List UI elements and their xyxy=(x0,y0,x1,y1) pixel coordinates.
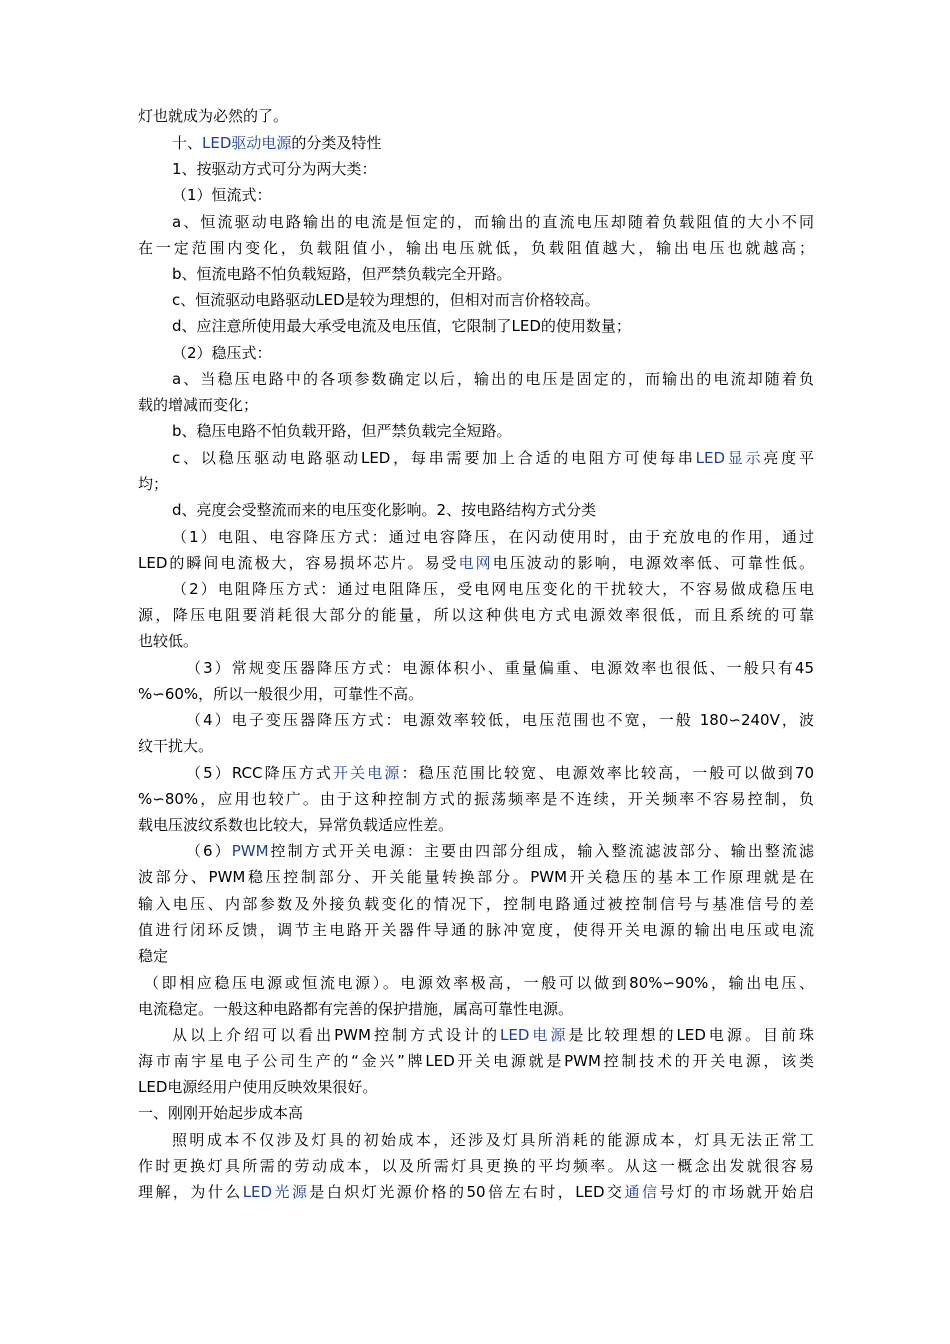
text-segment: （3）常规变压器降压方式：电源体积小、重量偏重、电源效率也很低、一般只有45 xyxy=(186,659,814,677)
text-segment: （即相应稳压电源或恒流电源）。电源效率极高，一般可以做到80%∽90%，输出电压、 xyxy=(144,974,814,992)
text-segment: 电压波动的影响，电源效率低、可靠性低。 xyxy=(492,554,814,572)
text-segment: 源，降压电阻要消耗很大部分的能量，所以这种供电方式电源效率很低，而且系统的可靠 xyxy=(138,606,814,624)
text-line xyxy=(138,1179,814,1205)
text-segment: 是比较理想的LED电源。目前珠 xyxy=(568,1026,814,1044)
text-line xyxy=(138,1048,814,1074)
text-line xyxy=(172,156,814,182)
text-line xyxy=(138,891,814,917)
text-segment: （6） xyxy=(186,842,232,860)
hyperlink-text[interactable]: PWM xyxy=(231,842,269,860)
hyperlink-text[interactable]: LED光源 xyxy=(242,1183,310,1201)
text-segment: 载的增减而变化； xyxy=(138,396,259,414)
text-segment: （2）稳压式： xyxy=(172,344,272,362)
text-segment: 灯也就成为必然的了。 xyxy=(138,107,289,125)
text-segment: 一、刚刚开始起步成本高 xyxy=(138,1104,304,1122)
text-segment: %∽60%，所以一般很少用，可靠性不高。 xyxy=(138,685,424,703)
text-line xyxy=(138,812,814,838)
text-line xyxy=(138,786,814,812)
text-segment: 波部分、PWM稳压控制部分、开关能量转换部分。PWM开关稳压的基本工作原理就是在 xyxy=(138,868,814,886)
text-line xyxy=(138,681,814,707)
text-line xyxy=(172,182,814,208)
hyperlink-text[interactable]: 通信 xyxy=(624,1183,660,1201)
text-segment: c、以稳压驱动电路驱动LED，每串需要加上合适的电阻方可使每串 xyxy=(172,449,696,467)
text-line xyxy=(138,917,814,943)
text-segment: （5）RCC降压方式 xyxy=(186,764,334,782)
text-segment: 也较低。 xyxy=(138,632,199,650)
text-line xyxy=(138,471,814,497)
text-line xyxy=(172,313,814,339)
text-line xyxy=(172,130,814,156)
text-segment: （1）电阻、电容降压方式：通过电容降压，在闪动使用时，由于充放电的作用，通过 xyxy=(172,528,814,546)
text-line xyxy=(172,524,814,550)
text-segment: 稳定 xyxy=(138,947,169,965)
text-segment: 1、按驱动方式可分为两大类： xyxy=(172,160,377,178)
text-line xyxy=(138,602,814,628)
text-segment: 是白炽灯光源价格的50倍左右时，LED交 xyxy=(309,1183,625,1201)
hyperlink-text[interactable]: LED显示 xyxy=(695,449,764,467)
text-segment: d、应注意所使用最大承受电流及电压值，它限制了LED的使用数量； xyxy=(172,317,631,335)
text-segment: 在一定范围内变化，负载阻值小，输出电压就低，负载阻值越大，输出电压也就越高； xyxy=(138,239,814,257)
text-line xyxy=(172,261,814,287)
text-line xyxy=(172,287,814,313)
text-line xyxy=(144,970,814,996)
text-line xyxy=(172,497,814,523)
text-line xyxy=(186,655,814,681)
text-line xyxy=(172,366,814,392)
text-segment: 亮度平 xyxy=(763,449,814,467)
text-line xyxy=(138,103,814,129)
text-segment: 作时更换灯具所需的劳动成本，以及所需灯具更换的平均频率。从这一概念出发就很容易 xyxy=(138,1157,814,1175)
hyperlink-text[interactable]: 开关电源 xyxy=(333,764,402,782)
text-line xyxy=(186,707,814,733)
text-line xyxy=(138,996,814,1022)
text-segment: c、恒流驱动电路驱动LED是较为理想的，但相对而言价格较高。 xyxy=(172,291,600,309)
hyperlink-text[interactable]: LED电源 xyxy=(500,1026,569,1044)
text-segment: （1）恒流式： xyxy=(172,186,272,204)
text-line xyxy=(138,1153,814,1179)
text-line xyxy=(138,733,814,759)
text-line xyxy=(186,838,814,864)
text-line xyxy=(138,1100,814,1126)
text-segment: （4）电子变压器降压方式：电源效率较低，电压范围也不宽，一般 180∽240V，波 xyxy=(186,711,814,729)
text-segment: 从以上介绍可以看出PWM控制方式设计的 xyxy=(172,1026,501,1044)
text-segment: 的分类及特性 xyxy=(291,134,382,152)
text-segment: a、当稳压电路中的各项参数确定以后，输出的电压是固定的，而输出的电流却随着负 xyxy=(172,370,814,388)
text-segment: 照明成本不仅涉及灯具的初始成本，还涉及灯具所消耗的能源成本，灯具无法正常工 xyxy=(172,1131,814,1149)
text-segment: LED电源经用户使用反映效果很好。 xyxy=(138,1078,378,1096)
text-segment: 电流稳定。一般这种电路都有完善的保护措施，属高可靠性电源。 xyxy=(138,1000,574,1018)
text-segment: 十、 xyxy=(172,134,203,152)
text-segment: 均； xyxy=(138,475,169,493)
text-segment: 输入电压、内部参数及外接负载变化的情况下，控制电路通过被控制信号与基准信号的差 xyxy=(138,895,814,913)
text-line xyxy=(138,628,814,654)
text-line xyxy=(186,760,814,786)
text-segment: 值进行闭环反馈，调节主电路开关器件导通的脉冲宽度，使得开关电源的输出电压或电流 xyxy=(138,921,814,939)
text-segment: 理解，为什么 xyxy=(138,1183,243,1201)
text-line xyxy=(138,943,814,969)
text-segment: b、稳压电路不怕负载开路，但严禁负载完全短路。 xyxy=(172,422,512,440)
text-segment: （2）电阻降压方式：通过电阻降压，受电网电压变化的干扰较大，不容易做成稳压电 xyxy=(172,580,814,598)
text-line xyxy=(172,418,814,444)
text-segment: a、恒流驱动电路输出的电流是恒定的，而输出的直流电压却随着负载阻值的大小不同 xyxy=(172,213,814,231)
text-segment: b、恒流电路不怕负载短路，但严禁负载完全开路。 xyxy=(172,265,512,283)
text-line xyxy=(138,235,814,261)
text-line xyxy=(138,864,814,890)
hyperlink-text[interactable]: 电网 xyxy=(458,554,493,572)
text-line xyxy=(172,445,814,471)
text-line xyxy=(138,1074,814,1100)
text-line xyxy=(172,1022,814,1048)
text-segment: 海市南宇星电子公司生产的“金兴”牌LED开关电源就是PWM控制技术的开关电源，该类 xyxy=(138,1052,814,1070)
text-line xyxy=(172,1127,814,1153)
text-segment: 载电压波纹系数也比较大，异常负载适应性差。 xyxy=(138,816,454,834)
text-segment: %∽80%，应用也较广。由于这种控制方式的振荡频率是不连续，开关频率不容易控制，负 xyxy=(138,790,814,808)
text-line xyxy=(138,550,814,576)
text-line xyxy=(138,392,814,418)
text-line xyxy=(172,340,814,366)
text-line xyxy=(172,209,814,235)
text-segment: ：稳压范围比较宽、电源效率比较高，一般可以做到70 xyxy=(401,764,815,782)
text-segment: d、亮度会受整流而来的电压变化影响。2、按电路结构方式分类 xyxy=(172,501,597,519)
hyperlink-text[interactable]: LED驱动电源 xyxy=(202,134,292,152)
text-line xyxy=(172,576,814,602)
text-segment: 纹干扰大。 xyxy=(138,737,214,755)
text-segment: LED的瞬间电流极大，容易损坏芯片。易受 xyxy=(138,554,459,572)
text-segment: 控制方式开关电源：主要由四部分组成，输入整流滤波部分、输出整流滤 xyxy=(268,842,814,860)
text-segment: 号灯的市场就开始启 xyxy=(659,1183,814,1201)
